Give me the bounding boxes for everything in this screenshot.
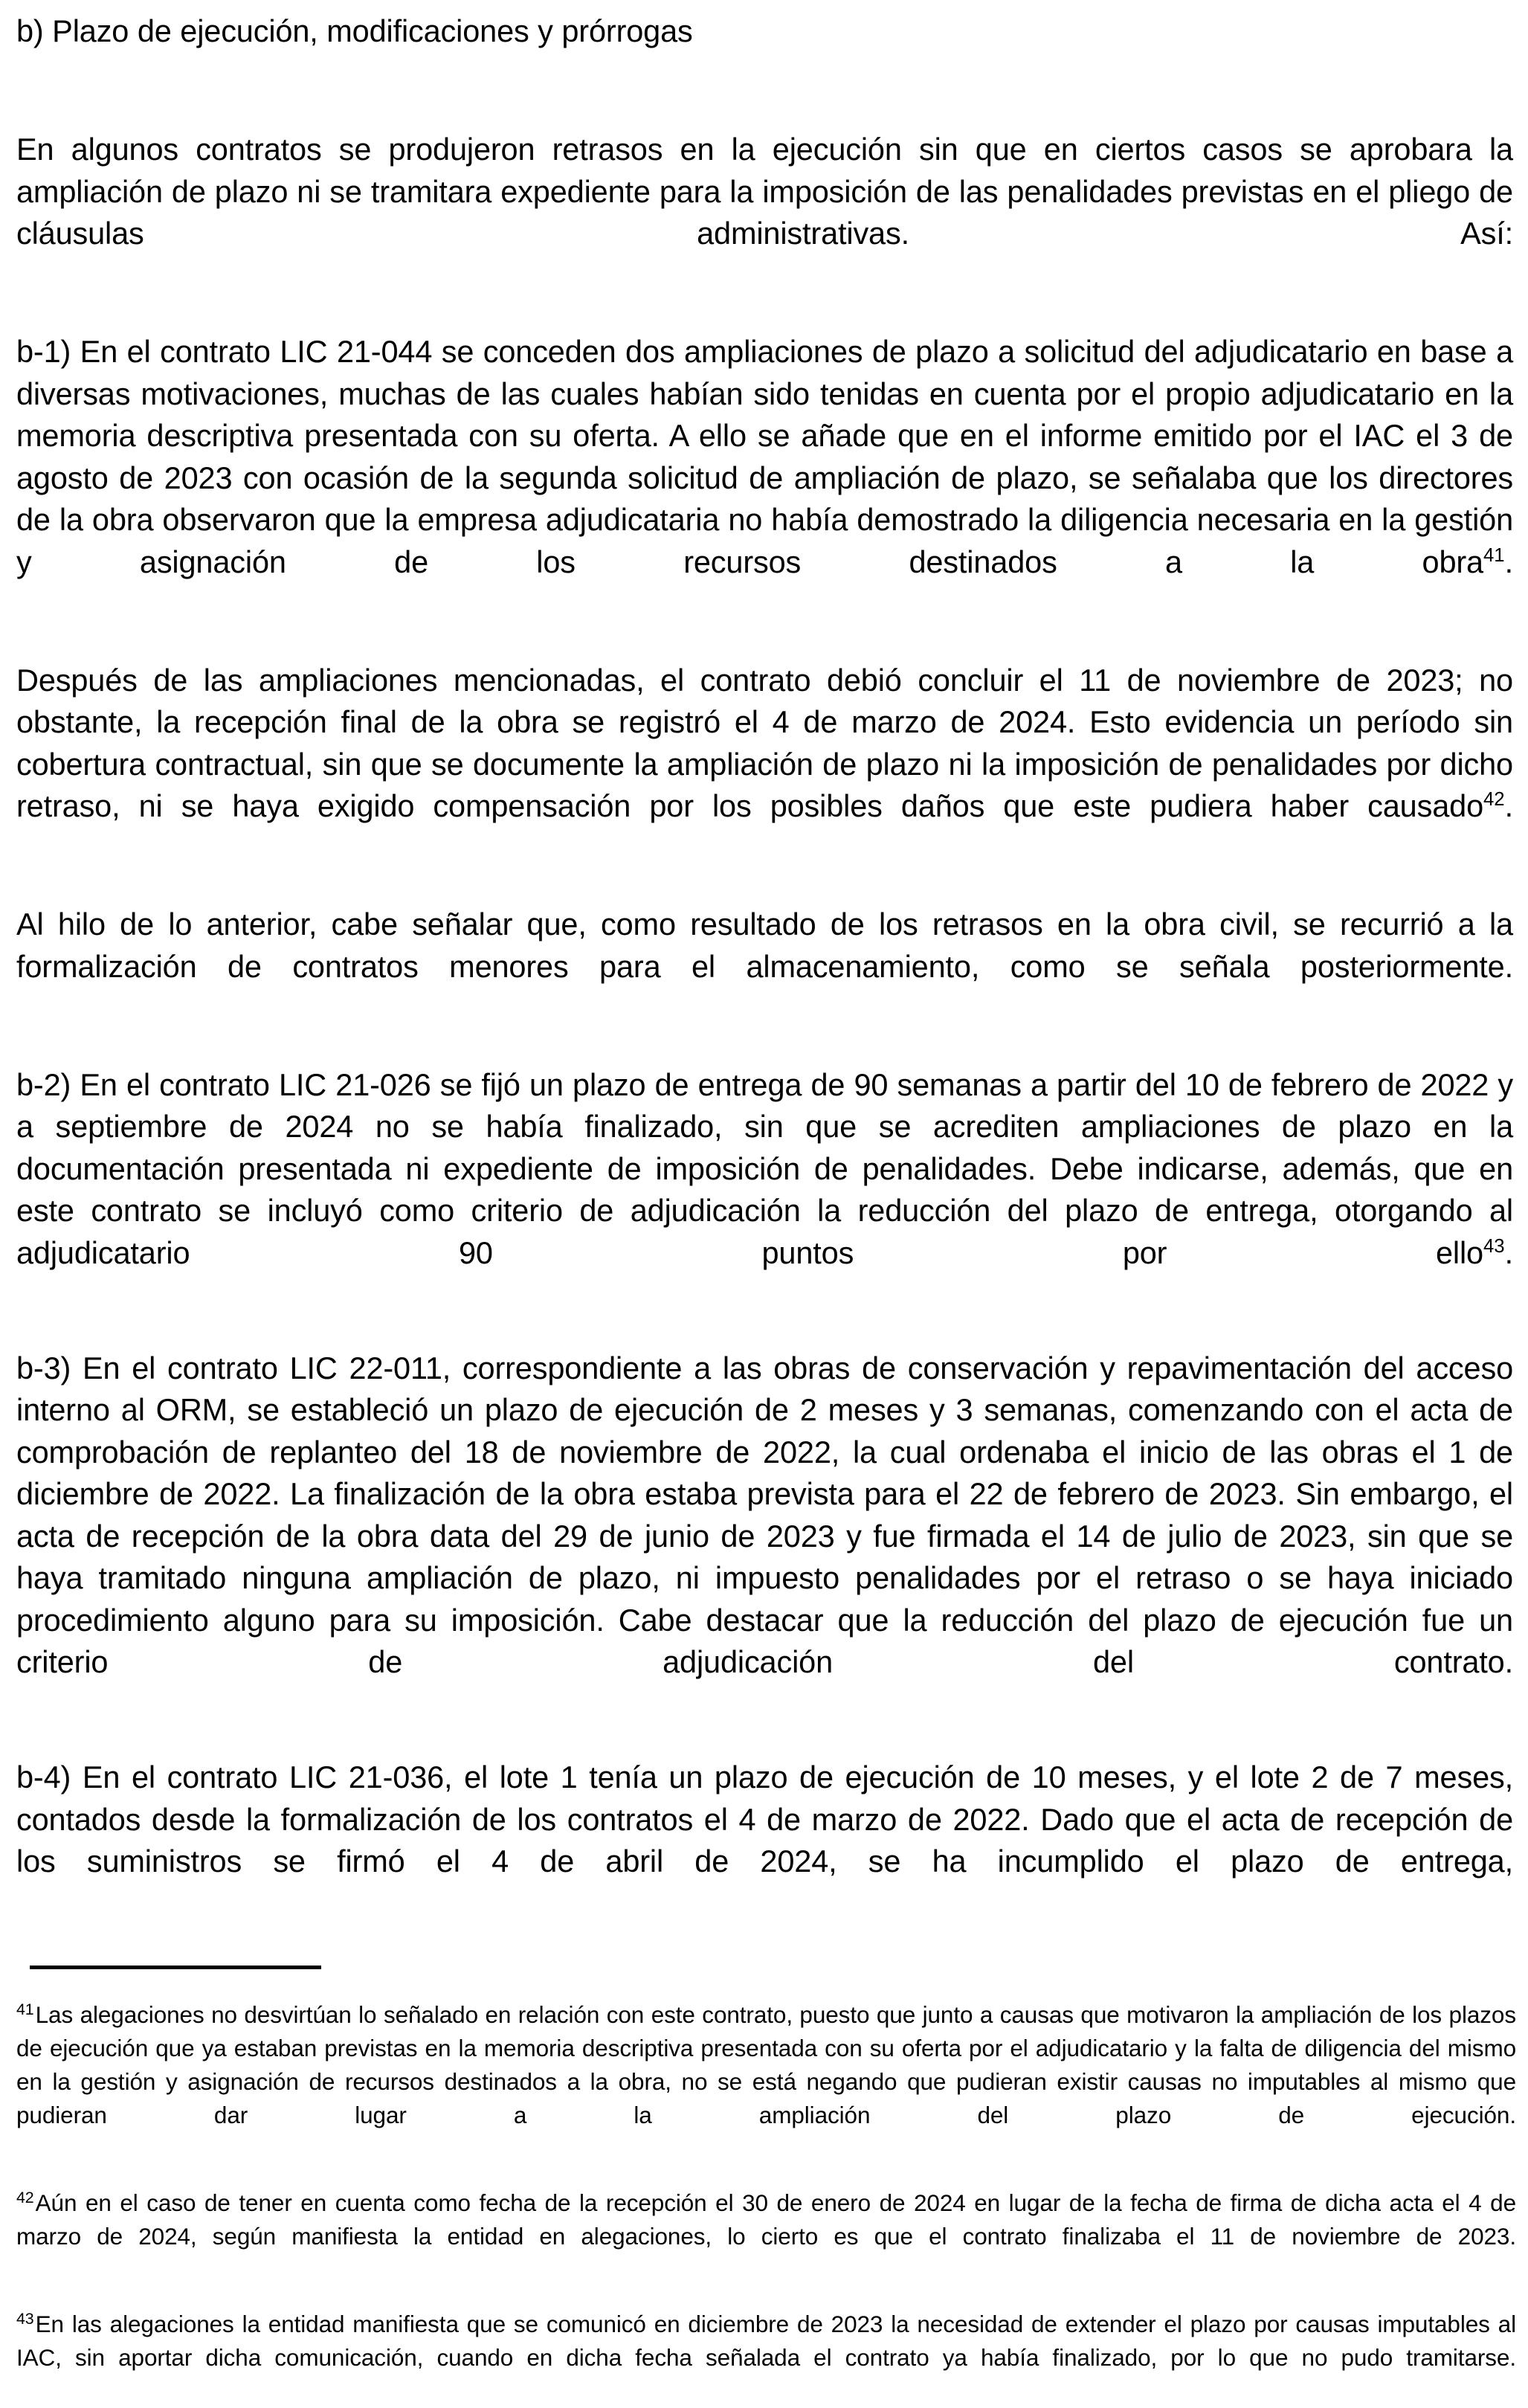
footnotes-block (16, 1998, 1516, 2408)
footnote-42 (16, 2186, 1516, 2287)
spacer (16, 1316, 1513, 1348)
paragraph-b-3: b-3) En el contrato LIC 22-011, correspondiente a las obras de conservación y repavimentación del acceso interno al ORM, se estableció un plazo de ejecución de 2 meses y 3 semanas, comenzando con el acta de comprobación de replanteo del 18 de noviembre de 2022, la cual ordenaba el inicio de las obras el 1 de diciembre de 2022. La finalización de la obra estaba prevista para el 22 de febrero de 2023. Sin embargo, el acta de recepción de la obra data del 29 de junio de 2023 y fue firmada el 14 de julio de 2023, sin que se haya tramitado ninguna ampliación de plazo, ni impuesto penalidades por el retraso o se haya iniciado procedimiento alguno para su imposición. Cabe destacar que la reducción del plazo de ejecución fue un criterio de adjudicación del contrato. (16, 1350, 1513, 1679)
spacer (16, 869, 1513, 904)
paragraph-b-4: b-4) En el contrato LIC 21-036, el lote 1 tenía un plazo de ejecución de 10 meses, y el lote 2 de 7 meses, contados desde la formalización de los contratos el 4 de marzo de 2022. Dado que el acta de recepción de los suministros se firmó el 4 de abril de 2024, se ha incumplido el plazo de entrega, (16, 1760, 1513, 1879)
footnote-41 (16, 1998, 1516, 2166)
paragraph-b-1-tail: . (1504, 544, 1513, 579)
spacer (16, 297, 1513, 331)
footnote-separator-wrap (16, 1966, 1513, 1967)
spacer (16, 625, 1513, 660)
footnote-number-43[interactable]: 43 (16, 2309, 34, 2328)
section-heading: b) Plazo de ejecución, modificaciones y prórrogas (16, 13, 693, 48)
paragraph-al-hilo: Al hilo de lo anterior, cabe señalar que, como resultado de los retrasos en la obra civil, se recurrió a la formalización de contratos menores para el almacenamiento, como se señala posteriormente. (16, 907, 1513, 984)
footnote-separator-rule (30, 1966, 321, 1969)
spacer (16, 94, 1513, 129)
footnote-ref-42[interactable]: 42 (1483, 789, 1505, 811)
paragraph-despues-text: Después de las ampliaciones mencionadas, el contrato debió concluir el 11 de noviembre de 2023; no obstante, la recepción final de la obra se registró el 4 de marzo de 2024. Esto evidencia un período sin cobertura contractual, sin que se documente la ampliación de plazo ni la imposición de penalidades por dicho retraso, ni se haya exigido compensación por los posibles daños que este pudiera haber causado (16, 662, 1513, 823)
spacer (16, 1725, 1513, 1757)
footnote-43-text: En las alegaciones la entidad manifiesta que se comunicó en diciembre de 2023 la necesidad de extender el plazo por causas imputables al IAC, sin aportar dicha comunicación, cuando en dicha fecha señalada el contrato ya había finalizado, por lo que no pudo tramitarse. (16, 2311, 1516, 2371)
footnote-number-42[interactable]: 42 (16, 2188, 34, 2206)
footnote-ref-41[interactable]: 41 (1483, 544, 1505, 566)
paragraph-intro: En algunos contratos se produjeron retrasos en la ejecución sin que en ciertos casos se aprobara la ampliación de plazo ni se tramitara expediente para la imposición de las penalidades previstas en el pliego de cláusulas administrativas. Así: (16, 132, 1513, 251)
footnote-41-text: Las alegaciones no desvirtúan lo señalado en relación con este contrato, puesto que junto a causas que motivaron la ampliación de los plazos de ejecución que ya estaban previstas en la memoria descriptiva presentada con su oferta por el adjudicatario y la falta de diligencia del mismo en la gestión y asignación de recursos destinados a la obra, no se está negando que pudieran existir causas no imputables al mismo que pudieran dar lugar a la ampliación del plazo de ejecución. (16, 2001, 1516, 2128)
footnote-ref-43[interactable]: 43 (1483, 1235, 1505, 1257)
paragraph-b-1 (16, 331, 1513, 625)
footnote-43 (16, 2308, 1516, 2408)
paragraph-despues-tail: . (1504, 788, 1513, 823)
paragraph-b-1-text: b-1) En el contrato LIC 21-044 se conceden dos ampliaciones de plazo a solicitud del adjudicatario en base a diversas motivaciones, muchas de las cuales habían sido tenidas en cuenta por el propio adjudicatario en la memoria descriptiva presentada con su oferta. A ello se añade que en el informe emitido por el IAC el 3 de agosto de 2023 con ocasión de la segunda solicitud de ampliación de plazo, se señalaba que los directores de la obra observaron que la empresa adjudicataria no había demostrado la diligencia necesaria en la gestión y asignación de los recursos destinados a la obra (16, 334, 1513, 579)
paragraph-b-2-tail: . (1504, 1234, 1513, 1270)
paragraph-b-2 (16, 1064, 1513, 1316)
footnote-number-41[interactable]: 41 (16, 2000, 34, 2018)
spacer (16, 1030, 1513, 1064)
paragraph-despues (16, 660, 1513, 870)
footnote-42-text: Aún en el caso de tener en cuenta como fecha de la recepción el 30 de enero de 2024 en lugar de la fecha de firma de dicha acta el 4 de marzo de 2024, según manifiesta la entidad en alegaciones, lo cierto es que el contrato finalizaba el 11 de noviembre de 2023. (16, 2189, 1516, 2250)
paragraph-b-2-text: b-2) En el contrato LIC 21-026 se fijó un plazo de entrega de 90 semanas a partir del 10 de febrero de 2022 y a septiembre de 2024 no se había finalizado, sin que se acrediten ampliaciones de plazo en la documentación presentada ni expediente de imposición de penalidades. Debe indicarse, además, que en este contrato se incluyó como criterio de adjudicación la reducción del plazo de entrega, otorgando al adjudicatario 90 puntos por ello (16, 1066, 1513, 1270)
body-text-block (16, 10, 1513, 1925)
